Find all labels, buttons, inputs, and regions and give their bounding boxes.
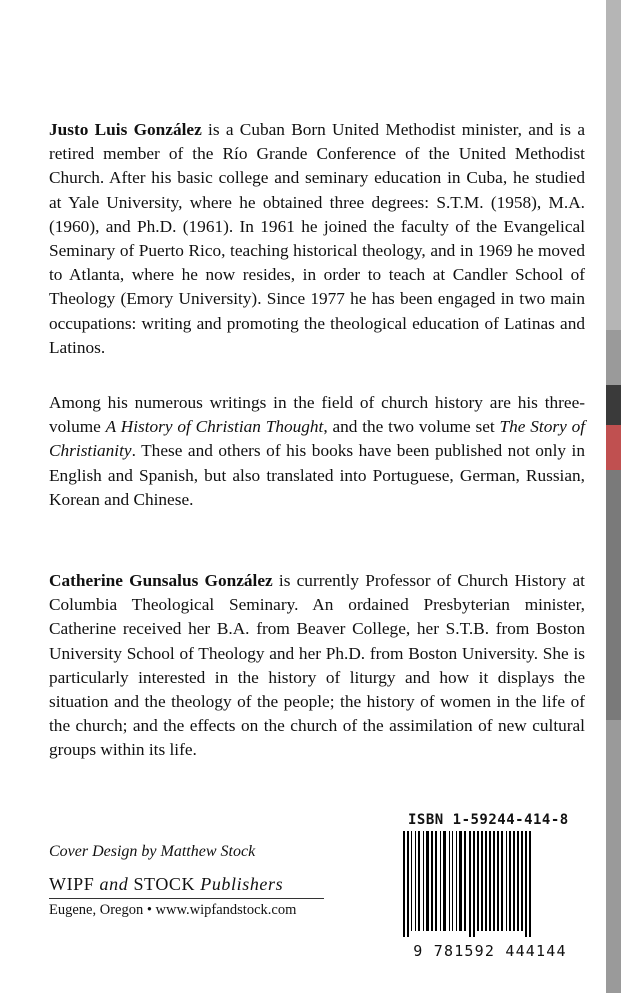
barcode-bar — [423, 831, 424, 931]
spine-band — [606, 425, 621, 470]
barcode-bar — [497, 831, 499, 931]
barcode-bar — [501, 831, 503, 931]
barcode-bar — [481, 831, 483, 931]
barcode-bar — [411, 831, 412, 931]
barcode-bar — [415, 831, 416, 931]
spine-band — [606, 720, 621, 993]
barcode-bar — [485, 831, 487, 931]
barcode-bar — [426, 831, 429, 931]
barcode-bar — [521, 831, 523, 931]
book-title: A History of Christian Thought — [105, 417, 324, 437]
barcode-bar — [452, 831, 453, 931]
book-title: The Story of Christianity — [49, 417, 586, 461]
bio-text: is currently Professor of Church History at Columbia Theological Seminary. An ordained Presbyterian minister, Catherine received her B.A. from Beaver College, her S.T.B. from Boston University School of Theology and her Ph.D. from Boston University. She is particularly interested in the history of liturgy and how it displays the situation and the theology of the people; the history of women in the life of the church; and the effects on the church of the assimilation of new cultural groups within its life. — [49, 571, 585, 760]
barcode-bar — [525, 831, 527, 937]
publisher-word: and — [99, 874, 129, 894]
barcode-bar — [435, 831, 437, 931]
publisher-word: WIPF — [49, 874, 95, 894]
publisher-address: Eugene, Oregon • www.wipfandstock.com — [49, 902, 297, 918]
writings-text: , and the two volume set — [323, 417, 500, 437]
barcode-bar — [418, 831, 420, 931]
barcode-bars — [397, 831, 583, 937]
bio-catherine-gonzalez — [49, 569, 585, 763]
cover-design-credit: Cover Design by Matthew Stock — [49, 843, 256, 860]
publisher-rule — [49, 898, 324, 899]
writings-text: . These and others of his books have been published not only in English and Spanish, but also translated into Portuguese, German, Russian, Korean and Chinese. — [49, 441, 585, 509]
bio-justo-gonzalez — [49, 118, 585, 360]
barcode-bar — [509, 831, 511, 931]
bio-text: is a Cuban Born United Methodist minister, and is a retired member of the Río Grande Conference of the United Methodist Church. After his basic college and seminary education in Cuba, he studied at Yale University, where he obtained three degrees: S.T.M. (1958), M.A. (1960), and Ph.D. (1961). In 1961 he joined the faculty of the Evangelical Seminary of Puerto Rico, teaching historical theology, and in 1969 he moved to Atlanta, where he now resides, in order to teach at Candler School of Theology (Emory University). Since 1977 he has been engaged in two main occupations: writing and promoting the theological education of Latinas and Latinos. — [49, 120, 585, 357]
barcode-bar — [473, 831, 475, 937]
spine-band — [606, 0, 621, 330]
barcode-digits: 9 781592 444144 — [413, 942, 567, 960]
author-name: Justo Luis González — [49, 120, 202, 139]
barcode-bar — [529, 831, 531, 937]
barcode-bar — [407, 831, 409, 937]
writings-text: Among his numerous writings in the field of church history are his three-volume — [49, 393, 585, 437]
spine-edge — [606, 0, 621, 993]
publisher-word: Publishers — [200, 874, 284, 894]
spine-band — [606, 385, 621, 425]
barcode-bar — [431, 831, 433, 931]
barcode-bar — [449, 831, 450, 931]
barcode-bar — [493, 831, 495, 931]
barcode-bar — [517, 831, 519, 931]
barcode-bar — [469, 831, 471, 937]
spine-band — [606, 470, 621, 720]
barcode-bar — [443, 831, 446, 931]
author-name: Catherine Gunsalus González — [49, 571, 273, 590]
barcode-bar — [489, 831, 491, 931]
barcode-bar — [459, 831, 462, 931]
barcode-bar — [403, 831, 405, 937]
barcode — [397, 831, 583, 937]
bio-writings — [49, 391, 585, 512]
barcode-bar — [477, 831, 479, 931]
barcode-bar — [506, 831, 507, 931]
isbn-label: ISBN 1-59244-414-8 — [408, 812, 569, 828]
barcode-bar — [440, 831, 441, 931]
spine-band — [606, 330, 621, 385]
publisher-word: STOCK — [133, 874, 196, 894]
barcode-bar — [513, 831, 515, 931]
barcode-bar — [464, 831, 466, 931]
publisher-name — [49, 874, 283, 895]
barcode-bar — [456, 831, 457, 931]
